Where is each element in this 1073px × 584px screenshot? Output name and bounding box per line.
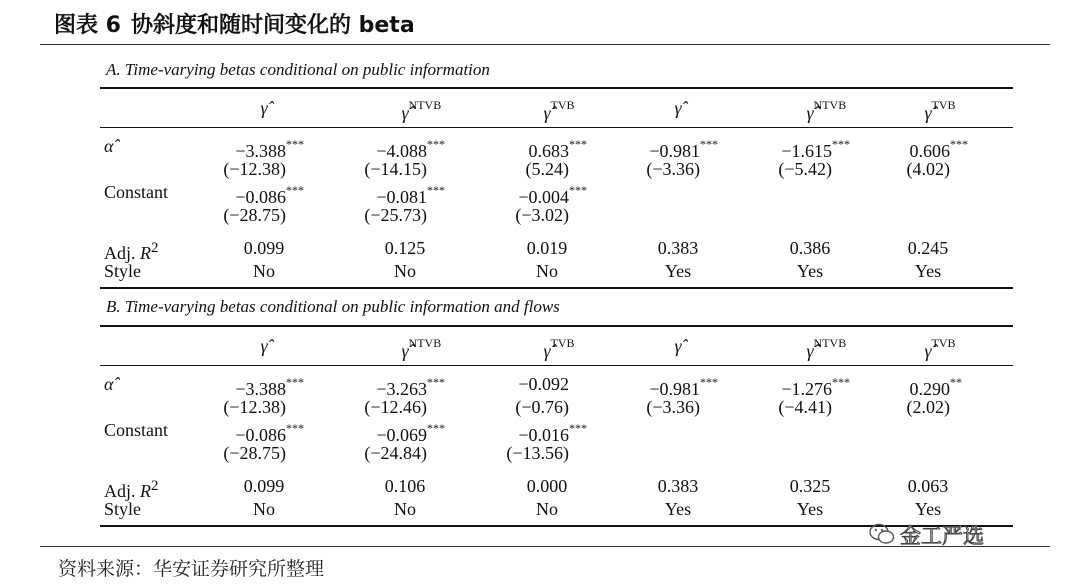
panel-a-alpha-6-stars: ***	[950, 137, 968, 151]
panel-b-constant-t-1	[223, 442, 286, 464]
panel-a-style-1: No	[253, 261, 275, 281]
panel-b-col-header-5	[806, 335, 846, 362]
panel-b-style-3: No	[536, 499, 558, 519]
panel-a-adj-r2-4: 0.383	[657, 238, 699, 258]
panel-b-col-header-symbol: γ̂	[924, 341, 932, 361]
panel-b-constant-t-3-value: (−13.56)	[506, 443, 569, 463]
panel-a-alpha-1-value: −3.388	[235, 141, 286, 161]
panel-b-constant-t-3	[506, 442, 569, 464]
panel-b-col-header-2	[401, 335, 441, 362]
panel-a-alpha-t-5	[778, 158, 832, 180]
panel-b-top-rule	[100, 325, 1013, 327]
panel-b-adj-r2-2: 0.106	[384, 476, 426, 496]
panel-b-style-4: Yes	[664, 499, 692, 519]
panel-a-title: A. Time-varying betas conditional on public information	[106, 60, 490, 79]
panel-a-col-header-symbol: γ̂	[260, 98, 268, 118]
panel-b-col-header-symbol: γ̂	[674, 336, 682, 356]
panel-a-alpha-5-value: −1.615	[781, 141, 832, 161]
panel-a-col-header-symbol: γ̂	[674, 98, 682, 118]
figure-heading: 协斜度和随时间变化的 beta	[130, 13, 415, 38]
panel-a-alpha-2-value: −4.088	[376, 141, 427, 161]
panel-a-style-3: No	[536, 261, 558, 281]
panel-b-row-constant	[104, 419, 168, 441]
panel-b-alpha-5-stars: ***	[832, 375, 850, 389]
panel-a-row-adj-r2-text: Adj.	[104, 243, 140, 263]
panel-b-alpha-t-2	[364, 396, 427, 418]
panel-a-col-header-sup: NTVB	[408, 98, 442, 112]
panel-a-alpha-t-2-value: (−14.15)	[364, 159, 427, 179]
panel-a-col-header-3	[543, 97, 574, 124]
panel-a-style-6: Yes	[914, 261, 942, 281]
panel-b-style-5: Yes	[796, 499, 824, 519]
panel-a-col-header-2	[401, 97, 441, 124]
panel-a-constant-t-3	[515, 204, 569, 226]
panel-a-top-rule	[100, 87, 1013, 89]
panel-a-alpha-5-stars: ***	[832, 137, 850, 151]
panel-a-constant-t-1	[223, 204, 286, 226]
panel-b-alpha-t-5-value: (−4.41)	[778, 397, 832, 417]
panel-b-adj-r2-6: 0.063	[907, 476, 949, 496]
panel-a-col-header-symbol: γ̂	[806, 103, 814, 123]
panel-b-col-header-1	[260, 335, 267, 357]
panel-b-alpha-2-value: −3.263	[376, 379, 427, 399]
panel-b-alpha-3	[518, 373, 569, 395]
panel-b-col-header-sup: NTVB	[813, 336, 847, 350]
panel-b-col-header-6	[924, 335, 955, 362]
panel-b-alpha-5-value: −1.276	[781, 379, 832, 399]
panel-b-col-header-4	[674, 335, 681, 357]
panel-a-col-header-6	[924, 97, 955, 124]
panel-b-row-alpha-text: α̂	[104, 374, 114, 394]
panel-a-constant-t-2-value: (−25.73)	[364, 205, 427, 225]
panel-a-col-header-sup: TVB	[550, 98, 575, 112]
panel-a-constant-1-value: −0.086	[235, 187, 286, 207]
panel-a-alpha-t-1	[223, 158, 286, 180]
panel-a-alpha-3-stars: ***	[569, 137, 587, 151]
panel-b-alpha-6-stars: **	[950, 375, 962, 389]
panel-a-constant-t-2	[364, 204, 427, 226]
panel-b-col-header-3	[543, 335, 574, 362]
panel-a-alpha-t-4	[646, 158, 700, 180]
panel-b-alpha-t-4-value: (−3.36)	[646, 397, 700, 417]
panel-b-alpha-t-6-value: (2.02)	[906, 397, 950, 417]
panel-b-row-adj-r2-sup: 2	[151, 478, 159, 494]
panel-b-alpha-t-3	[515, 396, 569, 418]
panel-b-alpha-t-1-value: (−12.38)	[223, 397, 286, 417]
panel-b-alpha-t-6	[907, 396, 951, 418]
panel-a-style-2: No	[394, 261, 416, 281]
panel-b-constant-1-stars: ***	[286, 421, 304, 435]
panel-b-header-rule	[100, 365, 1013, 366]
panel-b-col-header-sup: TVB	[550, 336, 575, 350]
panel-a-alpha-t-1-value: (−12.38)	[223, 159, 286, 179]
panel-b-alpha-1-value: −3.388	[235, 379, 286, 399]
panel-b-row-adj-r2-text: Adj.	[104, 481, 140, 501]
panel-a-adj-r2-3: 0.019	[526, 238, 568, 258]
panel-b-row-alpha	[104, 373, 113, 395]
title-rule	[40, 44, 1050, 45]
panel-b-constant-3-stars: ***	[569, 421, 587, 435]
panel-b-style-2: No	[394, 499, 416, 519]
panel-a-alpha-t-5-value: (−5.42)	[778, 159, 832, 179]
panel-a-constant-2-value: −0.081	[376, 187, 427, 207]
panel-b-col-header-symbol: γ̂	[543, 341, 551, 361]
watermark: 金工严选	[900, 524, 984, 548]
panel-a-col-header-symbol: γ̂	[401, 103, 409, 123]
panel-a-alpha-t-3	[526, 158, 570, 180]
panel-b-alpha-t-5	[778, 396, 832, 418]
panel-b-row-constant-text: Constant	[104, 420, 169, 440]
panel-b-adj-r2-3: 0.000	[526, 476, 568, 496]
panel-b-constant-3-value: −0.016	[518, 425, 569, 445]
panel-b-alpha-1-stars: ***	[286, 375, 304, 389]
panel-b-adj-r2-4: 0.383	[657, 476, 699, 496]
panel-a-adj-r2-6: 0.245	[907, 238, 949, 258]
panel-b-style-6: Yes	[914, 499, 942, 519]
panel-b-style-1: No	[253, 499, 275, 519]
panel-a-alpha-t-6	[907, 158, 951, 180]
panel-b-row-adj-r2-r: R	[140, 481, 151, 501]
panel-a-header-rule	[100, 127, 1013, 128]
panel-a-col-header-sup: TVB	[931, 98, 956, 112]
wechat-icon	[868, 522, 896, 546]
panel-b-constant-t-1-value: (−28.75)	[223, 443, 286, 463]
panel-b-title: B. Time-varying betas conditional on public information and flows	[106, 297, 560, 316]
panel-b-col-header-symbol: γ̂	[260, 336, 268, 356]
panel-b-row-style	[104, 498, 141, 520]
panel-b-constant-t-2	[364, 442, 427, 464]
panel-a-alpha-t-4-value: (−3.36)	[646, 159, 700, 179]
panel-b-col-header-symbol: γ̂	[401, 341, 409, 361]
panel-a-col-header-4	[674, 97, 681, 119]
panel-b-alpha-3-value: −0.092	[518, 374, 569, 394]
panel-a-col-header-symbol: γ̂	[924, 103, 932, 123]
panel-a-col-header-sup: NTVB	[813, 98, 847, 112]
panel-a-constant-3-stars: ***	[569, 183, 587, 197]
panel-a-alpha-4-stars: ***	[700, 137, 718, 151]
panel-b-col-header-sup: TVB	[931, 336, 956, 350]
panel-a-row-alpha	[104, 135, 113, 157]
panel-a-constant-3-value: −0.004	[518, 187, 569, 207]
panel-a-style-5: Yes	[796, 261, 824, 281]
panel-a-row-adj-r2-sup: 2	[151, 240, 159, 256]
panel-b-alpha-t-2-value: (−12.46)	[364, 397, 427, 417]
footer-rule	[40, 546, 1050, 547]
panel-a-constant-t-3-value: (−3.02)	[515, 205, 569, 225]
panel-b-alpha-t-1	[223, 396, 286, 418]
panel-b-alpha-t-3-value: (−0.76)	[515, 397, 569, 417]
panel-b-constant-2-value: −0.069	[376, 425, 427, 445]
panel-a-constant-t-1-value: (−28.75)	[223, 205, 286, 225]
panel-a-row-constant	[104, 181, 168, 203]
panel-a-alpha-6-value: 0.606	[909, 141, 950, 161]
panel-b-adj-r2-5: 0.325	[789, 476, 831, 496]
panel-a-alpha-1-stars: ***	[286, 137, 304, 151]
panel-a-bottom-rule	[100, 287, 1013, 289]
panel-b-alpha-t-4	[646, 396, 700, 418]
panel-a-row-adj-r2-r: R	[140, 243, 151, 263]
panel-a-row-alpha-text: α̂	[104, 136, 114, 156]
figure-title	[54, 8, 415, 39]
panel-a-row-constant-text: Constant	[104, 182, 169, 202]
figure-label: 图表 6	[54, 13, 121, 38]
panel-a-row-style-text: Style	[104, 261, 142, 281]
panel-a-alpha-t-2	[364, 158, 427, 180]
panel-b-adj-r2-1: 0.099	[243, 476, 285, 496]
panel-a-col-header-symbol: γ̂	[543, 103, 551, 123]
panel-b-alpha-4-stars: ***	[700, 375, 718, 389]
panel-a-alpha-t-3-value: (5.24)	[525, 159, 569, 179]
panel-b-constant-t-2-value: (−24.84)	[364, 443, 427, 463]
panel-b-alpha-6-value: 0.290	[909, 379, 950, 399]
panel-b-col-header-symbol: γ̂	[806, 341, 814, 361]
panel-b-row-style-text: Style	[104, 499, 142, 519]
panel-a-alpha-4-value: −0.981	[649, 141, 700, 161]
panel-a-constant-1-stars: ***	[286, 183, 304, 197]
panel-a-alpha-t-6-value: (4.02)	[906, 159, 950, 179]
source-note: 资料来源：华安证券研究所整理	[58, 558, 325, 580]
panel-a-constant-2-stars: ***	[427, 183, 445, 197]
panel-a-alpha-2-stars: ***	[427, 137, 445, 151]
panel-a-style-4: Yes	[664, 261, 692, 281]
panel-a-adj-r2-5: 0.386	[789, 238, 831, 258]
panel-a-alpha-3-value: 0.683	[528, 141, 569, 161]
panel-b-alpha-2-stars: ***	[427, 375, 445, 389]
panel-a-adj-r2-1: 0.099	[243, 238, 285, 258]
panel-b-col-header-sup: NTVB	[408, 336, 442, 350]
panel-a-row-style	[104, 260, 141, 282]
panel-a-col-header-1	[260, 97, 267, 119]
panel-a-col-header-5	[806, 97, 846, 124]
panel-b-constant-2-stars: ***	[427, 421, 445, 435]
panel-b-alpha-4-value: −0.981	[649, 379, 700, 399]
panel-b-constant-1-value: −0.086	[235, 425, 286, 445]
panel-a-adj-r2-2: 0.125	[384, 238, 426, 258]
